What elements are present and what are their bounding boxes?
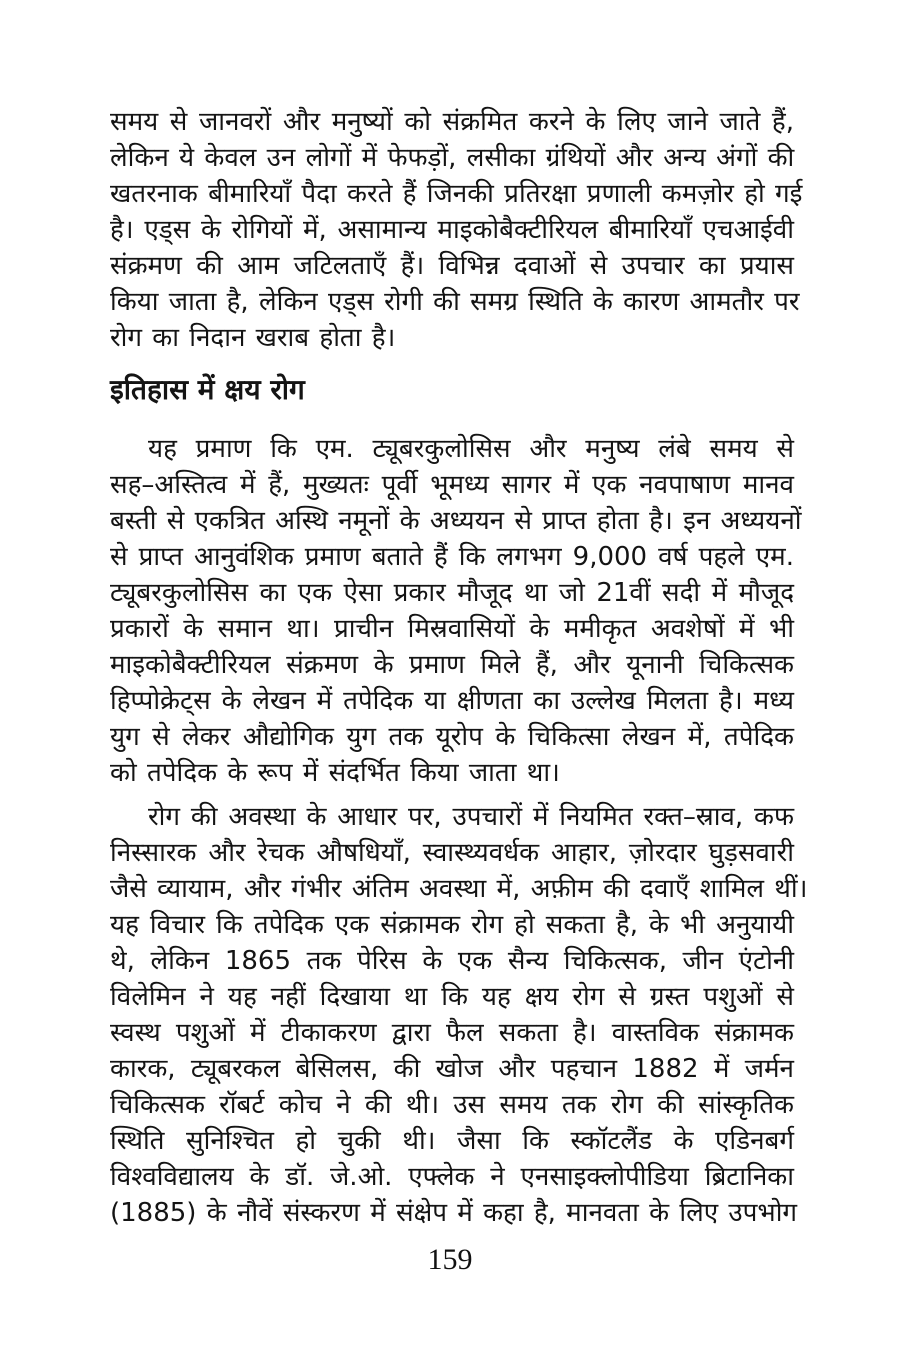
text-line: हिप्पोक्रेट्स के लेखन में तपेदिक या क्षीणता का उल्लेख मिलता है। मध्य	[110, 686, 794, 716]
text-line: ट्यूबरकुलोसिस का एक ऐसा प्रकार मौजूद था जो 21वीं सदी में मौजूद	[110, 578, 794, 608]
text-line: को तपेदिक के रूप में संदर्भित किया जाता था।	[110, 758, 560, 788]
section-heading: इतिहास में क्षय रोग	[110, 373, 305, 406]
page-number: 159	[427, 1243, 473, 1276]
text-block	[110, 104, 808, 1231]
text-line: माइकोबैक्टीरियल संक्रमण के प्रमाण मिले हैं, और यूनानी चिकित्सक	[110, 650, 794, 680]
text-line: है। एड्स के रोगियों में, असामान्य माइकोबैक्टीरियल बीमारियाँ एचआईवी	[110, 215, 794, 245]
text-line: रोग की अवस्था के आधार पर, उपचारों में नियमित रक्त–स्राव, कफ	[148, 802, 794, 832]
text-line: समय से जानवरों और मनुष्यों को संक्रमित करने के लिए जाने जाते हैं,	[110, 107, 794, 137]
text-line: युग से लेकर औद्योगिक युग तक यूरोप के चिकित्सा लेखन में, तपेदिक	[110, 722, 794, 752]
text-line: यह विचार कि तपेदिक एक संक्रामक रोग हो सकता है, के भी अनुयायी	[110, 910, 794, 940]
text-line: सह–अस्तित्व में हैं, मुख्यतः पूर्वी भूमध्य सागर में एक नवपाषाण मानव	[110, 470, 794, 500]
text-line: कारक, ट्यूबरकल बेसिलस, की खोज और पहचान 1882 में जर्मन	[110, 1054, 794, 1084]
text-line: संक्रमण की आम जटिलताएँ हैं। विभिन्न दवाओं से उपचार का प्रयास	[110, 251, 794, 281]
paragraph-history	[110, 431, 802, 791]
text-line: स्वस्थ पशुओं में टीकाकरण द्वारा फैल सकता है। वास्तविक संक्रामक	[110, 1018, 794, 1048]
text-line: विलेमिन ने यह नहीं दिखाया था कि यह क्षय रोग से ग्रस्त पशुओं से	[110, 982, 794, 1012]
text-line: (1885) के नौवें संस्करण में संक्षेप में कहा है, मानवता के लिए उपभोग	[110, 1198, 798, 1228]
text-line: स्थिति सुनिश्चित हो चुकी थी। जैसा कि स्कॉटलैंड के एडिनबर्ग	[110, 1126, 794, 1156]
text-line: विश्वविद्यालय के डॉ. जे.ओ. एफ्लेक ने एनसाइक्लोपीडिया ब्रिटानिका	[110, 1162, 794, 1192]
text-line: किया जाता है, लेकिन एड्स रोगी की समग्र स्थिति के कारण आमतौर पर	[110, 287, 800, 317]
text-line: खतरनाक बीमारियाँ पैदा करते हैं जिनकी प्रतिरक्षा प्रणाली कमज़ोर हो गई	[110, 179, 803, 209]
paragraph-treatments	[110, 799, 808, 1231]
text-line: से प्राप्त आनुवंशिक प्रमाण बताते हैं कि लगभग 9,000 वर्ष पहले एम.	[110, 542, 794, 572]
text-line: जैसे व्यायाम, और गंभीर अंतिम अवस्था में, अफ़ीम की दवाएँ शामिल थीं।	[110, 874, 808, 904]
text-line: प्रकारों के समान था। प्राचीन मिस्रवासियों के ममीकृत अवशेषों में भी	[110, 614, 794, 644]
text-line: निस्सारक और रेचक औषधियाँ, स्वास्थ्यवर्धक आहार, ज़ोरदार घुड़सवारी	[110, 838, 794, 868]
text-line: यह प्रमाण कि एम. ट्यूबरकुलोसिस और मनुष्य लंबे समय से	[148, 434, 794, 464]
text-line: चिकित्सक रॉबर्ट कोच ने की थी। उस समय तक रोग की सांस्कृतिक	[110, 1090, 794, 1120]
text-line: बस्ती से एकत्रित अस्थि नमूनों के अध्ययन से प्राप्त होता है। इन अध्ययनों	[110, 506, 802, 536]
text-line: थे, लेकिन 1865 तक पेरिस के एक सैन्य चिकित्सक, जीन एंटोनी	[110, 946, 794, 976]
paragraph-continuation	[110, 104, 803, 356]
text-line: लेकिन ये केवल उन लोगों में फेफड़ों, लसीका ग्रंथियों और अन्य अंगों की	[110, 143, 795, 173]
text-line: रोग का निदान खराब होता है।	[110, 323, 396, 353]
